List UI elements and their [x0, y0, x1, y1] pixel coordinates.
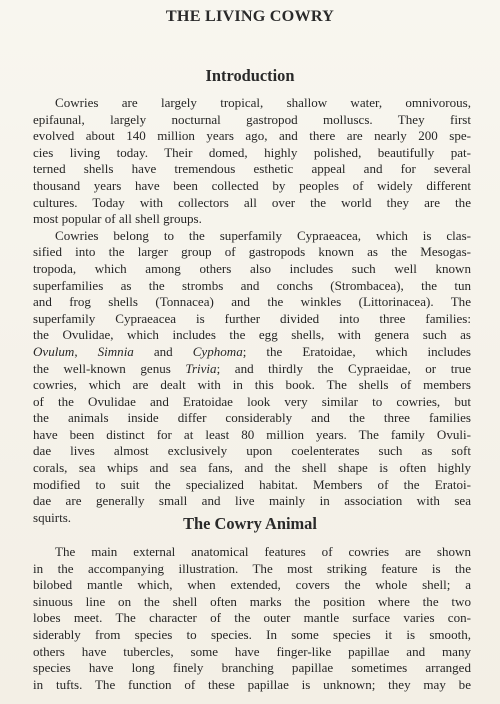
text-line: dae are generally small and live mainly in association with sea — [33, 493, 471, 509]
text-line: dae lives almost exclusively upon coelenterates such as soft — [33, 443, 471, 459]
text-line: sified into the larger group of gastropods known as the Mesogas- — [33, 244, 471, 260]
text-line: modified to suit the specialized habitat. Members of the Eratoi- — [33, 476, 471, 492]
text-line: in tufts. The function of these papillae is unknown; they may be — [33, 676, 471, 692]
text-line: cies living today. Their domed, highly polished, beautifully pat- — [33, 144, 471, 160]
text-line: in the accompanying illustration. The most striking feature is the — [33, 560, 471, 576]
text-line: the animals inside differ considerably and the three families — [33, 410, 471, 426]
text-line: Ovulum, Simnia and Cyphoma; the Eratoidae, which includes — [33, 343, 471, 359]
text-line: evolved about 140 million years ago, and there are nearly 200 spe- — [33, 128, 471, 144]
text-line: Cowries belong to the superfamily Cypraeacea, which is clas- — [55, 227, 471, 243]
text-line: cowries, which are dealt with in this book. The shells of members — [33, 377, 471, 393]
text-line: thousand years have been collected by peoples of widely different — [33, 177, 471, 193]
text-line: siderably from species to species. In some species it is smooth, — [33, 626, 471, 642]
text-line: tropoda, which among others also includes such well known — [33, 260, 471, 276]
text-line: bilobed mantle which, when extended, covers the whole shell; a — [33, 577, 471, 593]
text-line: and frog shells (Tonnacea) and the winkles (Littorinacea). The — [33, 294, 471, 310]
text-line: lobes meet. The character of the outer mantle surface varies con- — [33, 610, 471, 626]
cowry-animal-body — [33, 544, 471, 693]
text-line: have been distinct for at least 80 million years. The family Ovuli- — [33, 426, 471, 442]
text-line: squirts. — [33, 509, 72, 525]
section-title-cowry-animal: The Cowry Animal — [183, 514, 317, 533]
text-line: Cowries are largely tropical, shallow water, omnivorous, — [55, 95, 471, 110]
section-title-introduction: Introduction — [205, 66, 295, 85]
text-line: superfamily Cypraeacea is further divided into three families: — [33, 310, 471, 326]
text-line: superfamilies as the strombs and conchs (Strombacea), the tun — [33, 277, 471, 293]
text-line: corals, sea whips and sea fans, and the shell shape is often highly — [33, 460, 471, 476]
text-line: epifaunal, largely nocturnal gastropod molluscs. They first — [33, 111, 471, 127]
text-line: terned shells have tremendous esthetic appeal and for several — [33, 161, 471, 177]
introduction-body — [33, 95, 471, 526]
running-head: THE LIVING COWRY — [165, 7, 335, 25]
text-line: The main external anatomical features of cowries are shown — [55, 544, 471, 559]
text-line: cultures. Today with collectors all over the world they are the — [33, 194, 471, 210]
text-line: of the Ovulidae and Eratoidae look very similar to cowries, but — [33, 393, 471, 409]
text-line: the Ovulidae, which includes the egg shells, with genera such as — [33, 327, 471, 343]
text-line: the well-known genus Trivia; and thirdly the Cypraeidae, or true — [33, 360, 471, 376]
text-line: species have long finely branching papillae sometimes arranged — [33, 660, 471, 676]
text-line: sinuous line on the shell often marks the position where the two — [33, 593, 471, 609]
text-line: others have tubercles, some have finger-like papillae and many — [33, 643, 471, 659]
text-line: most popular of all shell groups. — [33, 211, 202, 227]
